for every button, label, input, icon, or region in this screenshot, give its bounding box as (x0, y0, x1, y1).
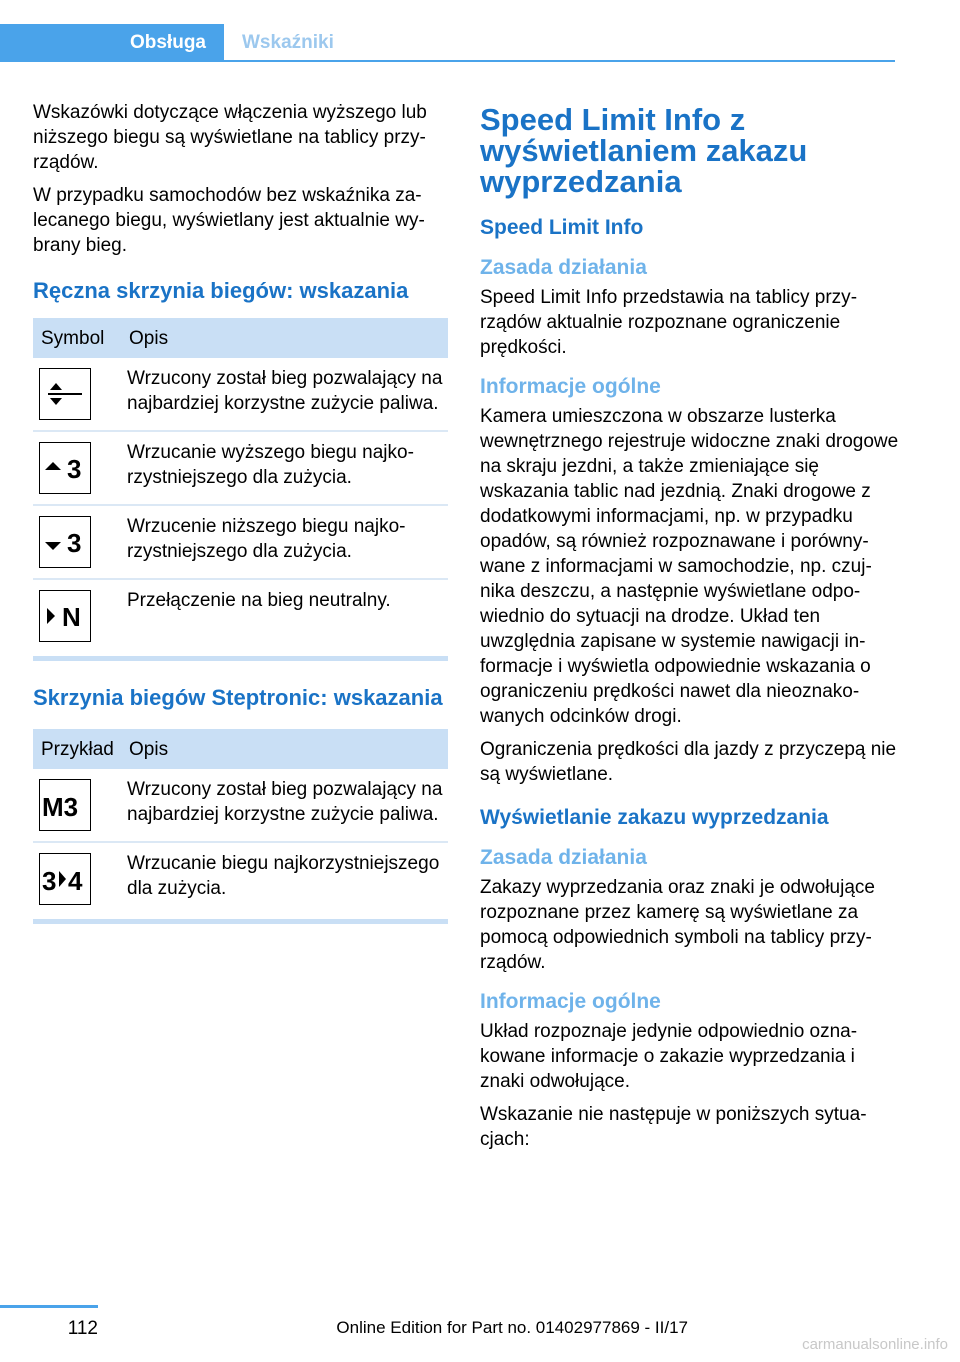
paragraph-no-indicator: W przypadku samochodów bez wskaźnika zalecanego biegu, wyświetlany jest aktualnie wybrany bieg. (33, 185, 425, 256)
gear-to-label: 4 (68, 866, 83, 894)
optimal-gear-icon (39, 368, 91, 420)
table-cell-description: Wrzucanie biegu najkorzystniejszego dla zużycia. (121, 842, 448, 922)
header (0, 0, 895, 62)
heading-principle-2: Zasada działania (480, 846, 647, 869)
table-header-row (33, 318, 448, 358)
table-row (33, 579, 448, 659)
heading-general-info-2: Informacje ogólne (480, 990, 661, 1013)
heading-manual-gearbox: Ręczna skrzynia biegów: wskazania (33, 278, 409, 303)
table-row (33, 358, 448, 431)
watermark: carmanualsonline.info (802, 1336, 948, 1353)
steptronic-table (33, 729, 448, 924)
heading-steptronic: Skrzynia biegów Steptronic: wskazania (33, 685, 443, 710)
heading-no-overtaking: Wyświetlanie zakazu wyprzedzania (480, 806, 829, 829)
paragraph-trailer: Ograniczenia prędkości dla jazdy z przyczepą nie są wyświetlane. (480, 739, 897, 785)
table-row (33, 769, 448, 842)
m3-icon-label: M3 (42, 792, 79, 820)
column-header-description: Opis (121, 729, 448, 769)
header-divider (0, 60, 895, 62)
footer-divider (0, 1305, 98, 1308)
edition-note: Online Edition for Part no. 01402977869 - II/17 (336, 1318, 688, 1337)
svg-text:N: N (62, 602, 81, 630)
downshift-3-icon (39, 516, 91, 568)
heading-general-info-1: Informacje ogólne (480, 375, 661, 398)
table-row (33, 842, 448, 922)
gear-from-label: 3 (42, 866, 57, 894)
heading-principle-1: Zasada działania (480, 256, 647, 279)
m3-icon (39, 779, 91, 831)
manual-gearbox-table (33, 318, 448, 661)
left-column (33, 100, 448, 924)
table-cell-description: Wrzucony został bieg pozwalający na najbardziej korzystne zużycie paliwa. (121, 358, 448, 431)
page-title: Speed Limit Info z wyświetlaniem zakazu wyprzedzania (480, 102, 808, 199)
tab-wskazniki[interactable]: Wskaźniki (242, 32, 334, 53)
page-number: 112 (67, 1318, 98, 1339)
upshift-3-icon (39, 442, 91, 494)
heading-speed-limit-info: Speed Limit Info (480, 216, 644, 239)
paragraph-principle-2: Zakazy wyprzedzania oraz znaki je odwołujące rozpoznane przez kamerę są wyświetlane za pomocą odpowiednich symboli na tablicy przyrządów. (480, 877, 875, 973)
paragraph-shift-hints: Wskazówki dotyczące włączenia wyższego lub niższego biegu są wyświetlane na tablicy przyrządów. (33, 102, 427, 173)
paragraph-principle-1: Speed Limit Info przedstawia na tablicy przyrządów aktualnie rozpoznane ograniczenie prędkości. (480, 287, 858, 358)
svg-text:3: 3 (67, 528, 82, 556)
paragraph-general-info-1: Kamera umieszczona w obszarze lusterka wewnętrznego rejestruje widoczne znaki drogowe na skraju jezdni, a także zmieniające się wskazania tablic nad jezdnią. Znaki drogowe z dodatkowymi informacjami, np. w przypadku opadów, są również rozpoznawane i porównywane z informacjami w samochodzie, np. czujnika deszczu, a następnie wyświetlane odpowiednio do sytuacji na drodze. Układ ten uwzględnia zapisane w systemie nawigacji informacje i wyświetla odpowiednie wskazania o ograniczeniu prędkości nawet dla nieoznakowanych odcinków drogi. (480, 406, 899, 727)
svg-text:3: 3 (67, 454, 82, 482)
column-header-example: Przykład (33, 729, 121, 769)
column-header-symbol: Symbol (33, 318, 121, 358)
table-row (33, 505, 448, 579)
table-cell-description: Wrzucenie niższego biegu najkorzystniejszego dla zużycia. (121, 505, 448, 579)
paragraph-general-info-2: Układ rozpoznaje jedynie odpowiednio oznakowane informacje o zakazie wyprzedzania i znaki odwołujące. (480, 1021, 858, 1092)
table-row (33, 431, 448, 505)
table-cell-description: Wrzucanie wyższego biegu najkorzystniejszego dla zużycia. (121, 431, 448, 505)
table-header-row (33, 729, 448, 769)
column-header-description: Opis (121, 318, 448, 358)
shift-neutral-icon (39, 590, 91, 642)
tab-obsluga[interactable]: Obsługa (0, 24, 224, 62)
table-cell-description: Przełączenie na bieg neutralny. (121, 579, 448, 659)
paragraph-situations: Wskazanie nie następuje w poniższych sytuacjach: (480, 1104, 867, 1150)
right-column (480, 100, 900, 1160)
gear-3-to-4-icon (39, 853, 91, 905)
table-cell-description: Wrzucony został bieg pozwalający na najbardziej korzystne zużycie paliwa. (121, 769, 448, 842)
